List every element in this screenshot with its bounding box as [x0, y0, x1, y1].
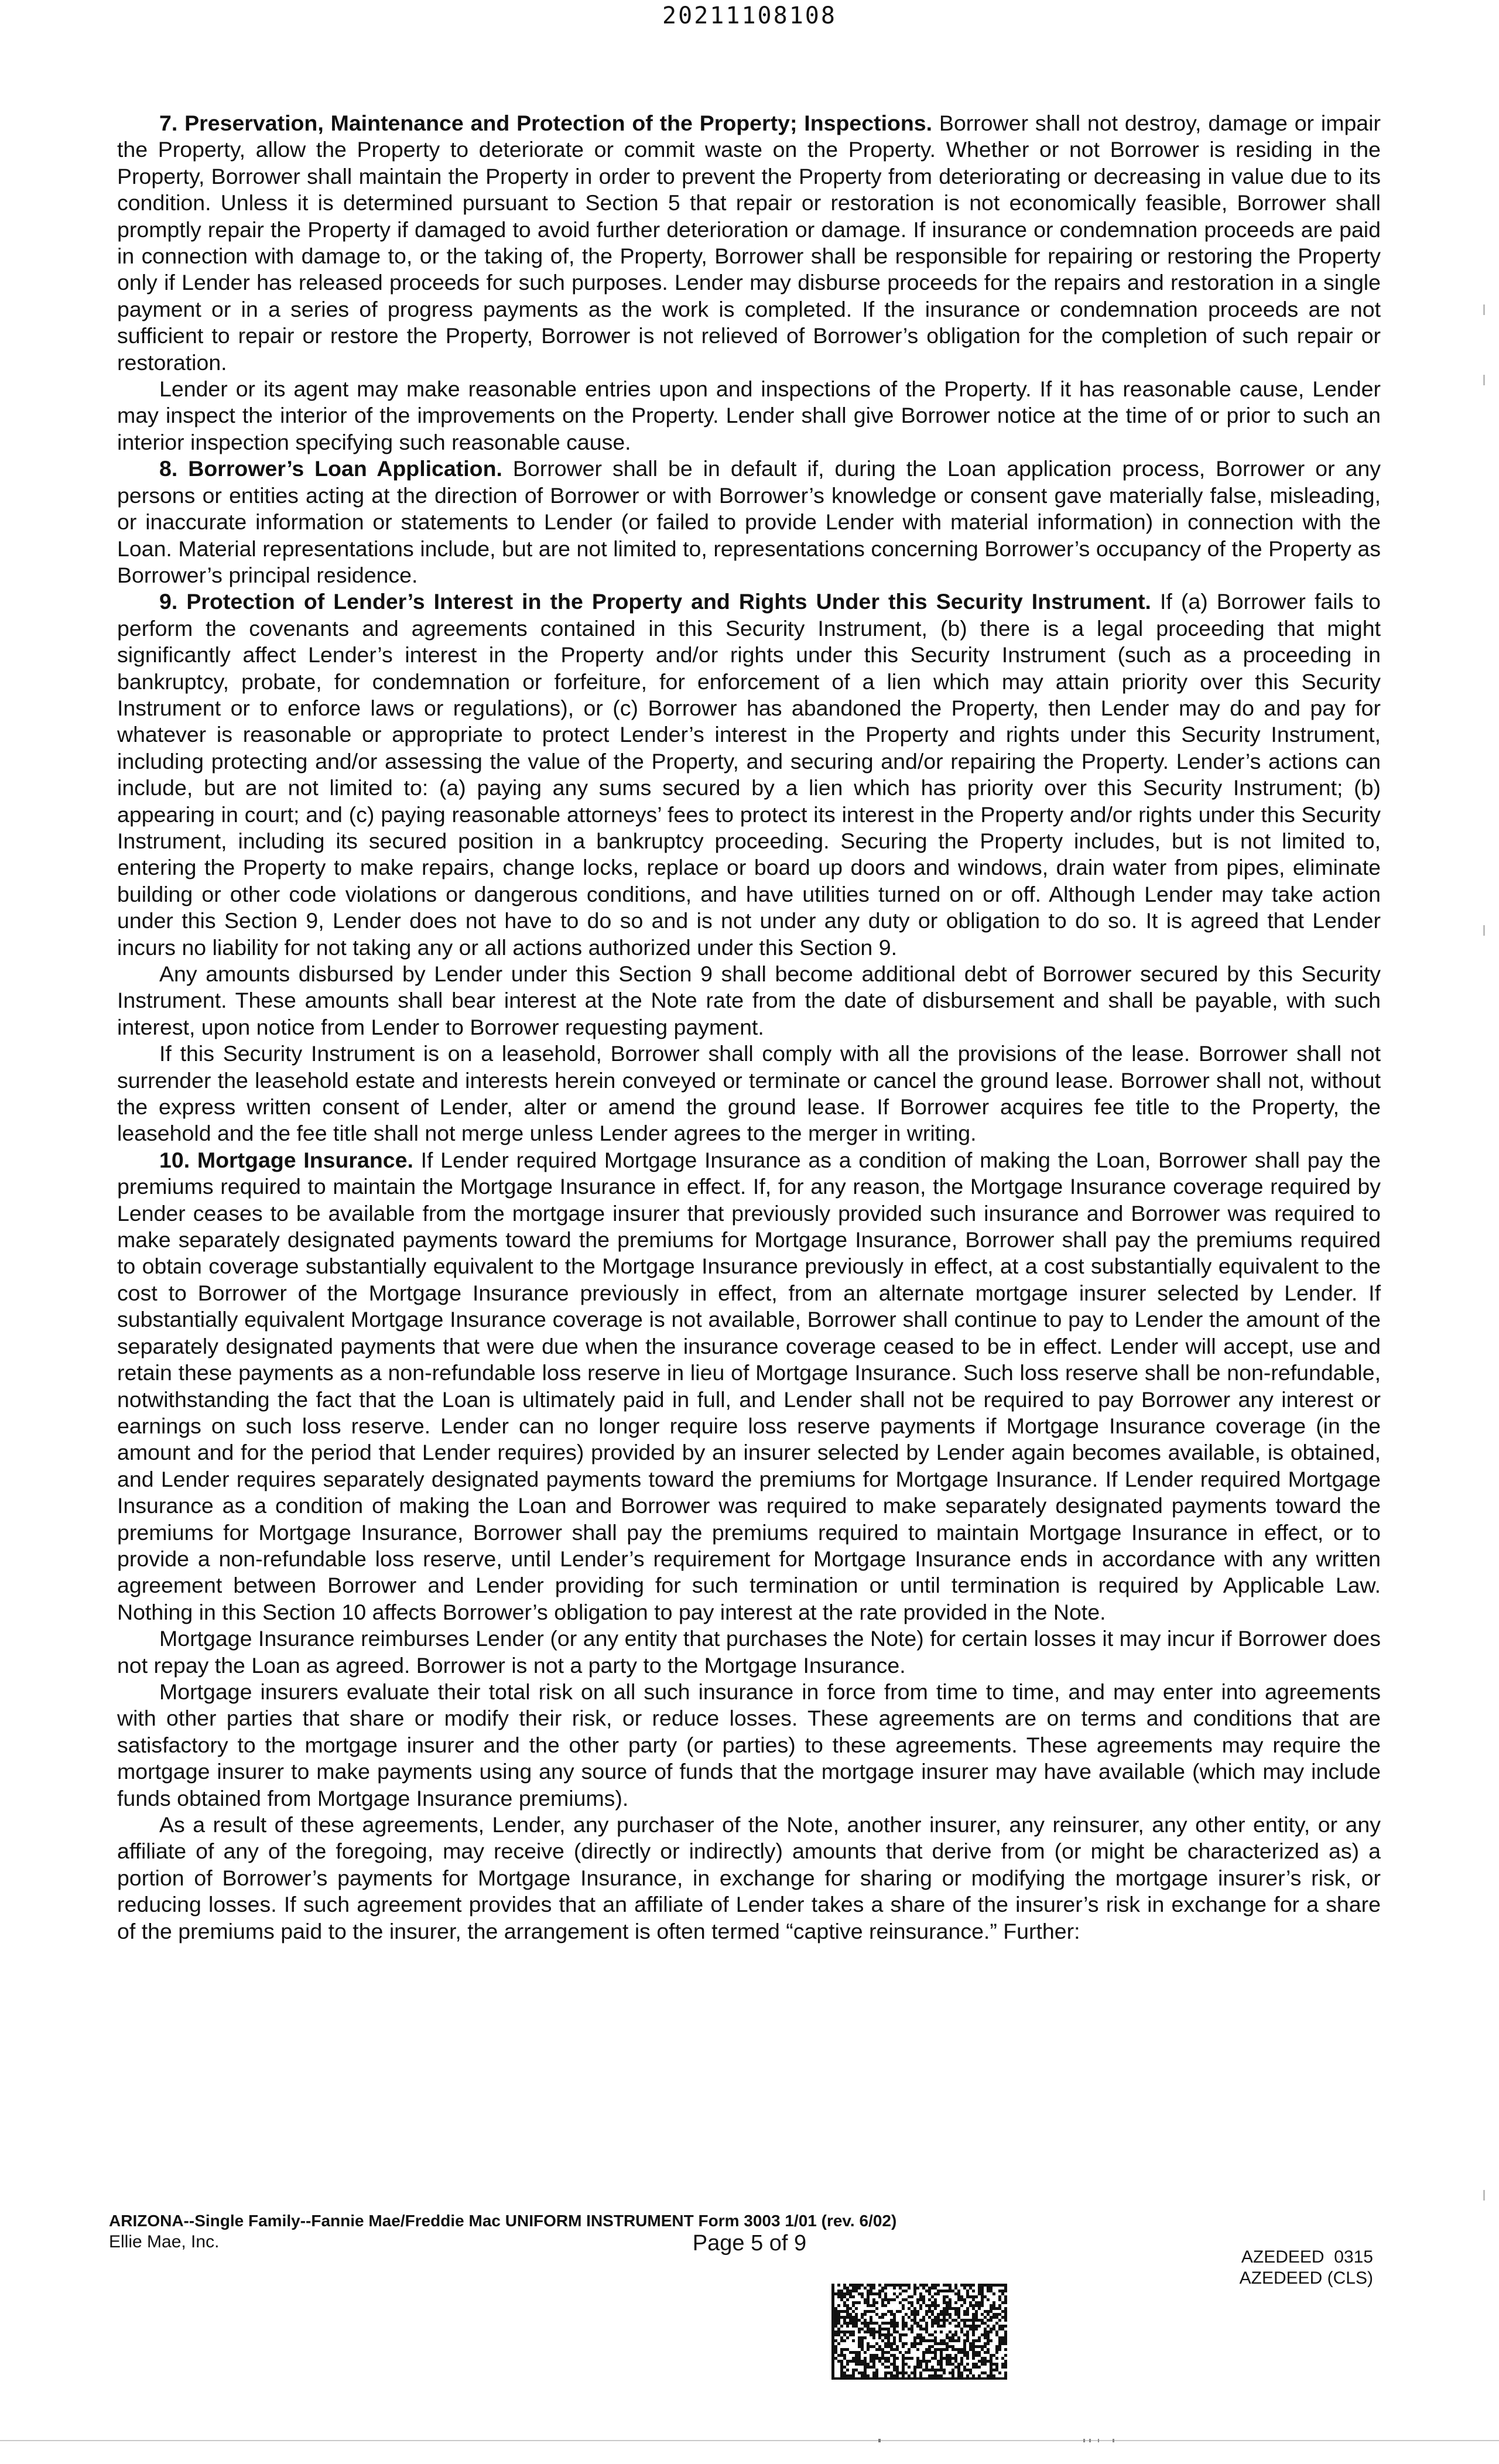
scan-edge-mark — [1483, 304, 1485, 315]
section-9-paragraph — [117, 588, 1381, 961]
scan-edge-mark — [1483, 2190, 1485, 2201]
section-7-text: Borrower shall not destroy, damage or impair the Property, allow the Property to deteriorate or commit waste on the Property. Whether or not Borrower is residing in the Property, Borrower shall maintain the Property in order to prevent the Property from deteriorating or decreasing in value due to its condition. Unless it is determined pursuant to Section 5 that repair or restoration is not economically feasible, Borrower shall promptly repair the Property if damaged to avoid further deterioration or damage. If insurance or condemnation proceeds are paid in connection with damage to, or the taking of, the Property, Borrower shall be responsible for repairing or restoring the Property only if Lender has released proceeds for such purposes. Lender may disburse proceeds for the repairs and restoration in a single payment or in a series of progress payments as the work is completed. If the insurance or condemnation proceeds are not sufficient to repair or restore the Property, Borrower is not relieved of Borrower’s obligation for the completion of such repair or restoration. — [117, 111, 1381, 375]
scan-edge-mark — [1483, 925, 1485, 936]
section-10-paragraph — [117, 1147, 1381, 1625]
section-10-text: If Lender required Mortgage Insurance as a condition of making the Loan, Borrower shall pay the premiums required to maintain the Mortgage Insurance in effect. If, for any reason, the Mortgage Insurance coverage required by Lender ceases to be available from the mortgage insurer that previously provided such insurance and Borrower was required to make separately designated payments toward the premiums for Mortgage Insurance, Borrower shall pay the premiums required to obtain coverage substantially equivalent to the Mortgage Insurance previously in effect, at a cost substantially equivalent to the cost to Borrower of the Mortgage Insurance previously in effect, from an alternate mortgage insurer selected by Lender. If substantially equivalent Mortgage Insurance coverage is not available, Borrower shall continue to pay to Lender the amount of the separately designated payments that were due when the insurance coverage ceased to be in effect. Lender will accept, use and retain these payments as a non-refundable loss reserve in lieu of Mortgage Insurance. Such loss reserve shall be non-refundable, notwithstanding the fact that the Loan is ultimately paid in full, and Lender shall not be required to pay Borrower any interest or earnings on such loss reserve. Lender can no longer require loss reserve payments if Mortgage Insurance coverage (in the amount and for the period that Lender requires) provided by an insurer selected by Lender again becomes available, is obtained, and Lender requires separately designated payments toward the premiums for Mortgage Insurance. If Lender required Mortgage Insurance as a condition of making the Loan and Borrower was required to make separately designated payments toward the premiums for Mortgage Insurance, Borrower shall pay the premiums required to maintain Mortgage Insurance in effect, or to provide a non-refundable loss reserve, until Lender’s requirement for Mortgage Insurance ends in accordance with any written agreement between Borrower and Lender providing for such termination or until termination is required by Applicable Law. Nothing in this Section 10 affects Borrower’s obligation to pay interest at the rate provided in the Note. — [117, 1147, 1381, 1624]
section-7-inspection-paragraph: Lender or its agent may make reasonable entries upon and inspections of the Property. If it has reasonable cause, Lender may inspect the interior of the improvements on the Property. Lender shall give Borrower notice at the time of or prior to such an interior inspection specifying such reasonable cause. — [117, 377, 1381, 454]
form-code-primary: AZEDEED 0315 — [1241, 2247, 1373, 2267]
vendor-name: Ellie Mae, Inc. — [109, 2232, 220, 2251]
document-body — [117, 110, 1381, 1945]
section-10-heading: 10. Mortgage Insurance. — [159, 1147, 413, 1172]
section-8-heading: 8. Borrower’s Loan Application. — [159, 456, 502, 481]
form-code-secondary: AZEDEED (CLS) — [1239, 2268, 1373, 2288]
form-identifier: ARIZONA--Single Family--Fannie Mae/Freddie Mac UNIFORM INSTRUMENT Form 3003 1/01 (rev. 6/02) — [109, 2212, 897, 2230]
section-10-insurers-paragraph: Mortgage insurers evaluate their total risk on all such insurance in force from time to time, and may enter into agreements with other parties that share or modify their risk, or reduce losses. These agreements are on terms and conditions that are satisfactory to the mortgage insurer and the other party (or parties) to these agreements. These agreements may require the mortgage insurer to make payments using any source of funds that the mortgage insurer may have available (which may include funds obtained from Mortgage Insurance premiums). — [117, 1679, 1381, 1811]
section-9-leasehold-paragraph: If this Security Instrument is on a leasehold, Borrower shall comply with all the provisions of the lease. Borrower shall not surrender the leasehold estate and interests herein conveyed or terminate or cancel the ground lease. Borrower shall not, without the express written consent of Lender, alter or amend the ground lease. If Borrower acquires fee title to the Property, the leasehold and the fee title shall not merge unless Lender agrees to the merger in writing. — [117, 1041, 1381, 1146]
form-codes — [1240, 2247, 1373, 2289]
section-10-agreements-paragraph: As a result of these agreements, Lender, any purchaser of the Note, another insurer, any reinsurer, any other entity, or any affiliate of any of the foregoing, may receive (directly or indirectly) amounts that derive from (or might be characterized as) a portion of Borrower’s payments for Mortgage Insurance, in exchange for sharing or modifying the mortgage insurer’s risk, or reducing losses. If such agreement provides that an affiliate of Lender takes a share of the insurer’s risk in exchange for a share of the premiums paid to the insurer, the arrangement is often termed “captive reinsurance.” Further: — [117, 1812, 1381, 1943]
section-10-reimburse-paragraph: Mortgage Insurance reimburses Lender (or any entity that purchases the Note) for certain losses it may incur if Borrower does not repay the Loan as agreed. Borrower is not a party to the Mortgage Insurance. — [117, 1626, 1381, 1678]
section-7-heading: 7. Preservation, Maintenance and Protection of the Property; Inspections. — [159, 111, 933, 135]
section-9-disbursement-paragraph: Any amounts disbursed by Lender under this Section 9 shall become additional debt of Borrower secured by this Security Instrument. These amounts shall bear interest at the Note rate from the date of disbursement and shall be payable, with such interest, upon notice from Lender to Borrower requesting payment. — [117, 961, 1381, 1039]
scan-edge-line — [0, 2439, 1499, 2442]
2d-barcode-icon — [831, 2284, 1007, 2380]
section-8-text: Borrower shall be in default if, during the Loan application process, Borrower or any persons or entities acting at the direction of Borrower or with Borrower’s knowledge or consent gave materially false, misleading, or inaccurate information or statements to Lender (or failed to provide Lender with material information) in connection with the Loan. Material representations include, but are not limited to, representations concerning Borrower’s occupancy of the Property as Borrower’s principal residence. — [117, 456, 1381, 587]
section-9-text: If (a) Borrower fails to perform the covenants and agreements contained in this Security Instrument, (b) there is a legal proceeding that might significantly affect Lender’s interest in the Property and/or rights under this Security Instrument (such as a proceeding in bankruptcy, probate, for condemnation or forfeiture, for enforcement of a lien which may attain priority over this Security Instrument or to enforce laws or regulations), or (c) Borrower has abandoned the Property, then Lender may do and pay for whatever is reasonable or appropriate to protect Lender’s interest in the Property and rights under this Security Instrument, including protecting and/or assessing the value of the Property, and securing and/or repairing the Property. Lender’s actions can include, but are not limited to: (a) paying any sums secured by a lien which has priority over this Security Instrument; (b) appearing in court; and (c) paying reasonable attorneys’ fees to protect its interest in the Property and/or rights under this Security Instrument, including its secured position in a bankruptcy proceeding. Securing the Property includes, but is not limited to, entering the Property to make repairs, change locks, replace or board up doors and windows, drain water from pipes, eliminate building or other code violations or dangerous conditions, and have utilities turned on or off. Although Lender may take action under this Section 9, Lender does not have to do so and is not under any duty or obligation to do so. It is agreed that Lender incurs no liability for not taking any or all actions authorized under this Section 9. — [117, 589, 1381, 960]
section-9-heading: 9. Protection of Lender’s Interest in the Property and Rights Under this Security Instrument. — [159, 589, 1151, 614]
page-number: Page 5 of 9 — [692, 2231, 807, 2256]
section-7-paragraph — [117, 110, 1381, 376]
section-8-paragraph — [117, 456, 1381, 588]
scan-edge-mark — [1483, 375, 1485, 385]
recording-number: 20211108108 — [662, 2, 837, 29]
